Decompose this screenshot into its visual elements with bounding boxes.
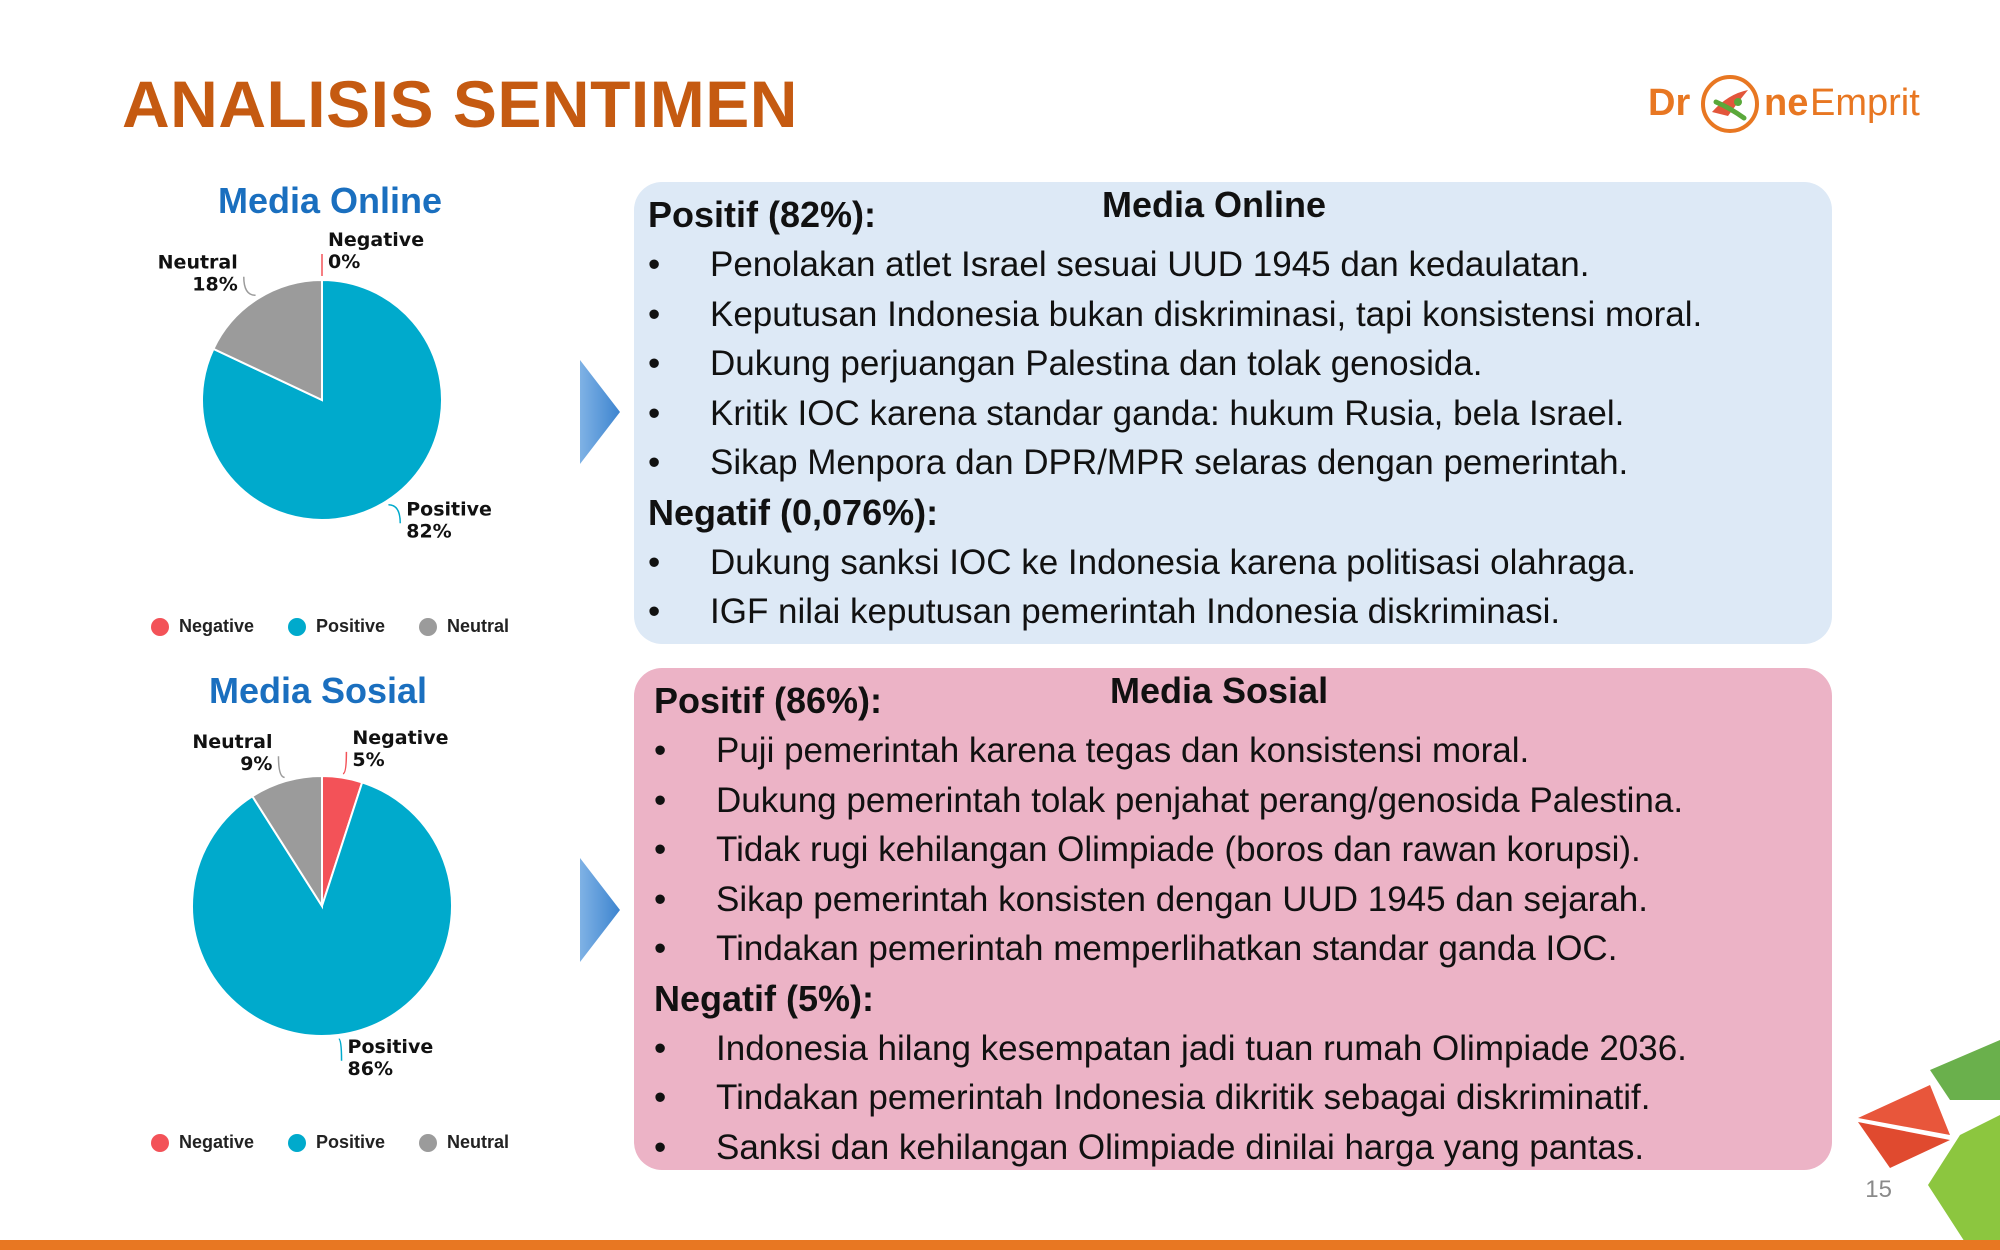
logo-text-ne: ne	[1764, 82, 1809, 124]
legend-sosial	[110, 1132, 550, 1153]
legend-label-positive: Positive	[316, 1132, 386, 1152]
pie-online-svg	[110, 229, 550, 576]
data-label-positive: Positive 86%	[347, 1035, 434, 1080]
data-label-negative: Negative 5%	[352, 726, 449, 771]
data-label-negative: Negative 0%	[328, 229, 425, 273]
list-item: • Tindakan pemerintah Indonesia dikritik sebagai diskriminatif.	[654, 1078, 1651, 1117]
list-item: • Sikap pemerintah konsisten dengan UUD 1945 dan sejarah.	[654, 879, 1648, 919]
list-item: • Dukung sanksi IOC ke Indonesia karena politisasi olahraga.	[648, 542, 1637, 582]
leader-line-neutral	[244, 277, 256, 296]
positive-header-sosial: Positif (86%):	[654, 680, 883, 721]
legend-dot-negative	[151, 618, 169, 636]
logo-text-emprit: Emprit	[1810, 82, 1920, 124]
legend-item-neutral	[419, 1132, 509, 1153]
leader-line-neutral	[278, 756, 284, 777]
list-item: • Tidak rugi kehilangan Olimpiade (boros dan rawan korupsi).	[654, 830, 1641, 869]
legend-label-negative: Negative	[178, 616, 254, 636]
legend-item-negative	[151, 1132, 254, 1153]
legend-dot-neutral	[419, 1134, 437, 1152]
list-item: • Sikap Menpora dan DPR/MPR selaras dengan pemerintah.	[648, 443, 1629, 482]
list-item: • Dukung pemerintah tolak penjahat perang/genosida Palestina.	[654, 780, 1684, 820]
drone-logo-icon	[1698, 72, 1762, 136]
list-item: • Kritik IOC karena standar ganda: hukum Rusia, bela Israel.	[648, 393, 1625, 433]
list-item: • Indonesia hilang kesempatan jadi tuan rumah Olimpiade 2036.	[654, 1028, 1687, 1068]
sentiment-box-online	[634, 182, 1832, 644]
data-label-neutral: Neutral 9%	[192, 731, 273, 776]
leader-line-positive	[388, 505, 400, 524]
list-item: • Sanksi dan kehilangan Olimpiade dinilai harga yang pantas.	[654, 1127, 1645, 1167]
data-label-positive: Positive 82%	[406, 498, 492, 543]
list-item: • Penolakan atlet Israel sesuai UUD 1945 dan kedaulatan.	[648, 245, 1590, 284]
box-title-sosial: Media Sosial	[1110, 670, 1329, 711]
legend-label-positive: Positive	[316, 616, 386, 636]
pie-chart-sosial	[110, 668, 550, 1168]
list-item: • Puji pemerintah karena tegas dan konsistensi moral.	[654, 731, 1530, 770]
leader-line-positive	[339, 1039, 342, 1061]
list-item: • Dukung perjuangan Palestina dan tolak genosida.	[648, 344, 1483, 383]
negative-header-online: Negatif (0,076%):	[648, 491, 939, 533]
positive-header-online: Positif (82%):	[648, 194, 877, 235]
legend-item-positive	[288, 616, 385, 637]
pie-sosial-svg	[110, 726, 550, 1086]
arrow-right-icon	[578, 358, 622, 466]
sentiment-box-sosial	[634, 668, 1832, 1170]
legend-item-positive	[288, 1132, 385, 1153]
data-label-neutral: Neutral 18%	[157, 251, 238, 296]
page-number: 15	[1865, 1176, 1892, 1203]
legend-online	[110, 616, 550, 637]
legend-label-neutral: Neutral	[447, 1132, 510, 1152]
logo-text-dr: Dr	[1648, 82, 1691, 124]
legend-label-neutral: Neutral	[447, 616, 510, 636]
legend-dot-negative	[151, 1134, 169, 1152]
decorative-corner-shapes	[1830, 1040, 2000, 1250]
slide-title: ANALISIS SENTIMEN	[122, 67, 798, 141]
legend-item-neutral	[419, 616, 509, 637]
list-item: • Keputusan Indonesia bukan diskriminasi, tapi konsistensi moral.	[648, 294, 1703, 334]
leader-line-negative	[343, 752, 346, 774]
box-title-online: Media Online	[1102, 184, 1327, 225]
legend-label-negative: Negative	[178, 1132, 254, 1152]
pie-chart-online	[110, 176, 550, 650]
chart-title-online: Media Online	[217, 180, 443, 221]
arrow-right-icon	[578, 856, 622, 964]
legend-dot-positive	[288, 1134, 306, 1152]
legend-dot-positive	[288, 618, 306, 636]
drone-emprit-logo	[1648, 70, 1918, 140]
list-item: • IGF nilai keputusan pemerintah Indonesia diskriminasi.	[648, 592, 1561, 631]
bottom-accent-bar	[0, 1240, 2000, 1250]
list-item: • Tindakan pemerintah memperlihatkan standar ganda IOC.	[654, 929, 1618, 968]
negative-header-sosial: Negatif (5%):	[654, 977, 875, 1019]
chart-title-sosial: Media Sosial	[208, 670, 428, 711]
legend-item-negative	[151, 616, 254, 637]
legend-dot-neutral	[419, 618, 437, 636]
